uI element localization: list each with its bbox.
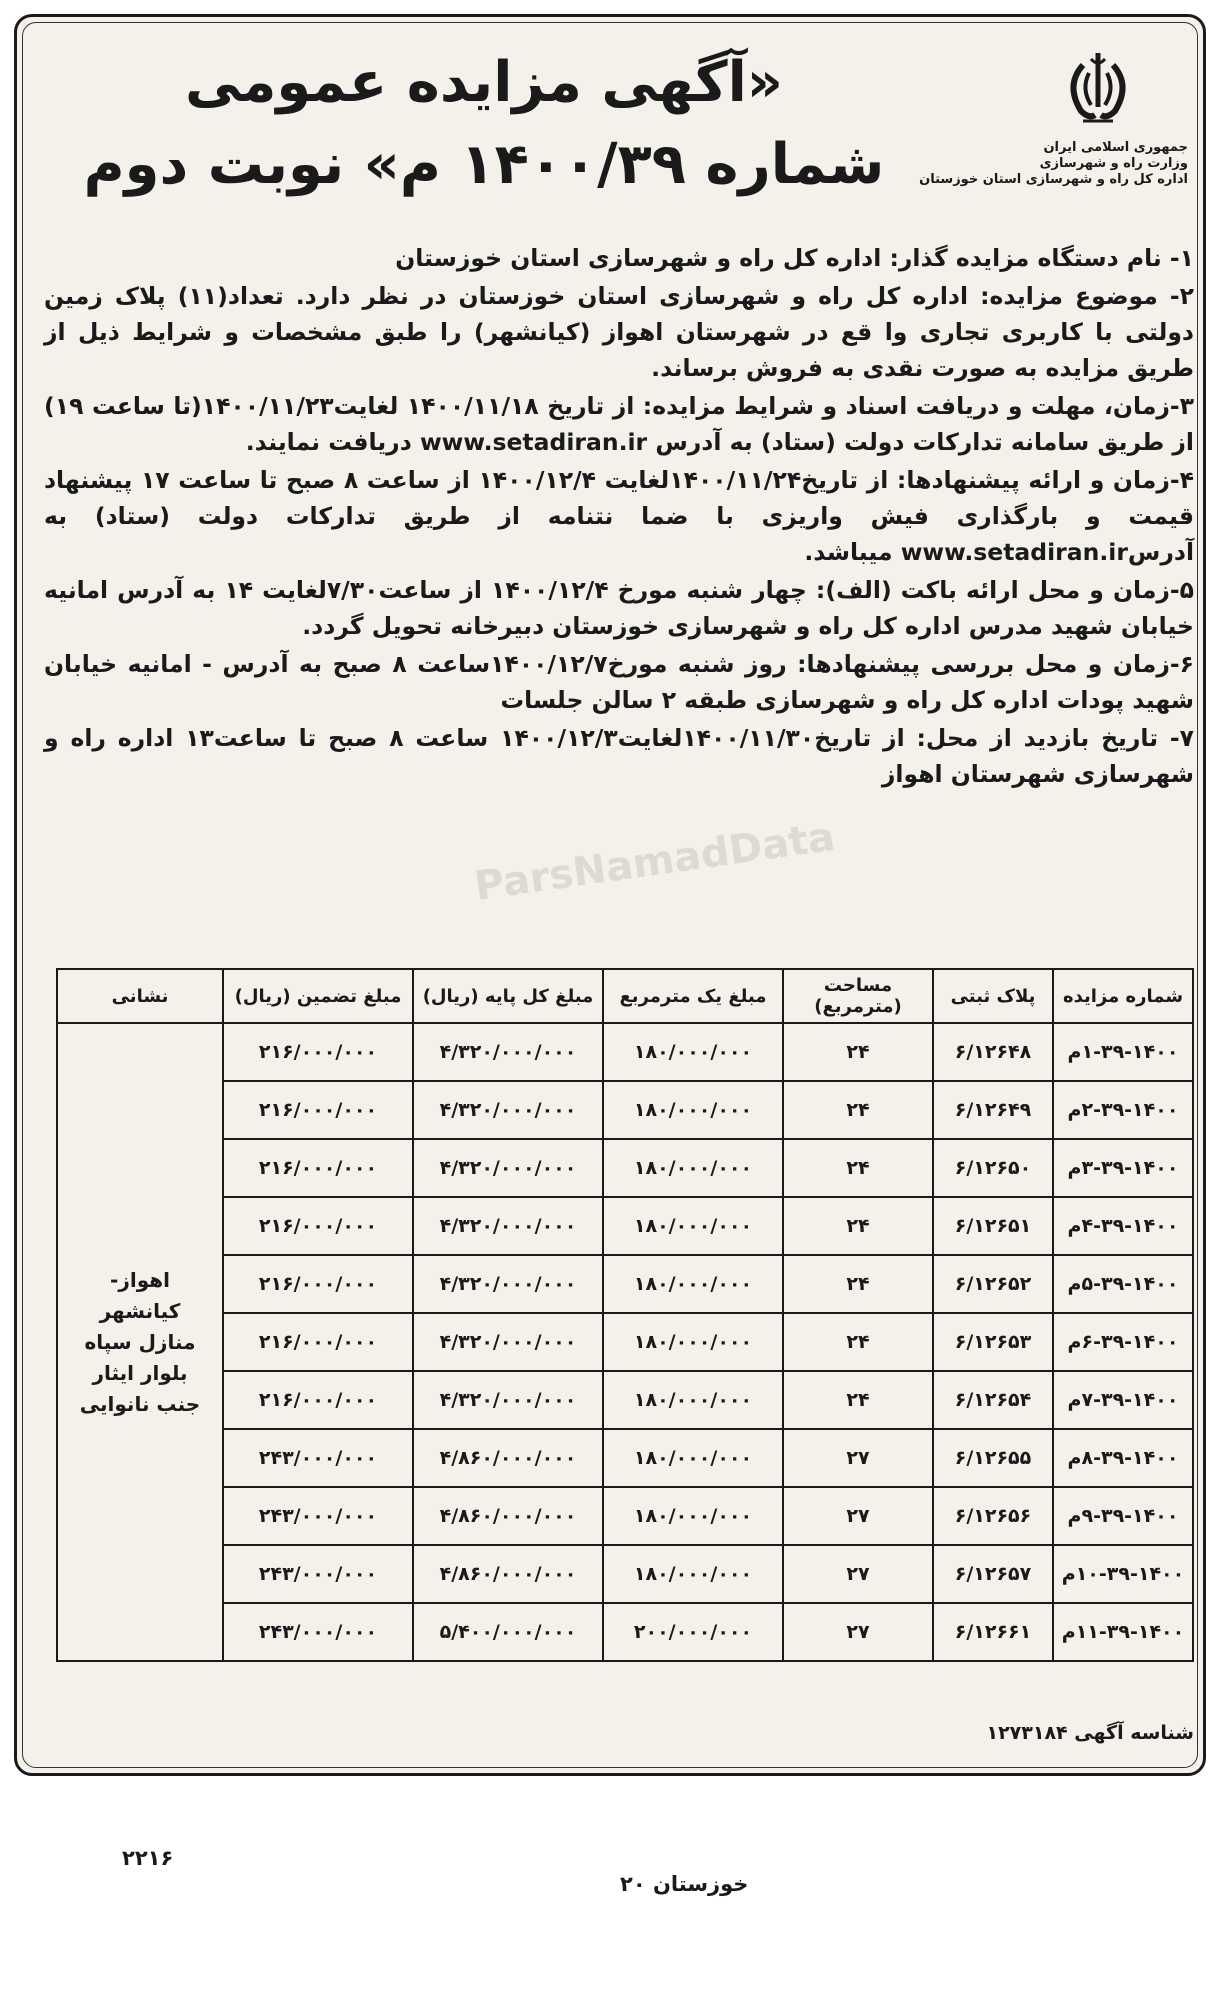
table-header-row xyxy=(57,969,1193,1023)
cell-plot: ۶/۱۲۶۴۸ xyxy=(933,1023,1053,1081)
cell-auction-number: ۹-۳۹-۱۴۰۰م xyxy=(1053,1487,1193,1545)
cell-plot: ۶/۱۲۶۴۹ xyxy=(933,1081,1053,1139)
cell-base-price: ۴/۸۶۰/۰۰۰/۰۰۰ xyxy=(413,1545,603,1603)
org-line-ministry: وزارت راه و شهرسازی xyxy=(1039,156,1188,171)
cell-guarantee: ۲۱۶/۰۰۰/۰۰۰ xyxy=(223,1139,413,1197)
notice-header xyxy=(40,40,1188,230)
cell-area: ۲۴ xyxy=(783,1197,933,1255)
address-line: کیانشهر xyxy=(99,1298,181,1323)
cell-guarantee: ۲۱۶/۰۰۰/۰۰۰ xyxy=(223,1313,413,1371)
table-row xyxy=(57,1371,1193,1429)
paragraph-3: ۳-زمان، مهلت و دریافت اسناد و شرایط مزایده: از تاریخ ۱۴۰۰/۱۱/۱۸ لغایت۱۴۰۰/۱۱/۲۳(تا ساعت ۱۹) از طریق سامانه تدارکات دولت (ستاد) به آدرس www.setadiran.ir دریافت نمایند. xyxy=(44,392,1194,456)
cell-auction-number: ۲-۳۹-۱۴۰۰م xyxy=(1053,1081,1193,1139)
cell-guarantee: ۲۴۳/۰۰۰/۰۰۰ xyxy=(223,1545,413,1603)
cell-area: ۲۴ xyxy=(783,1371,933,1429)
cell-base-price: ۴/۸۶۰/۰۰۰/۰۰۰ xyxy=(413,1487,603,1545)
iran-emblem-icon xyxy=(1038,40,1158,140)
cell-guarantee: ۲۱۶/۰۰۰/۰۰۰ xyxy=(223,1081,413,1139)
cell-area: ۲۷ xyxy=(783,1487,933,1545)
page-number: ۲۲۱۶ xyxy=(122,1846,174,1870)
paragraph-1: ۱- نام دستگاه مزایده گذار: اداره کل راه و شهرسازی استان خوزستان xyxy=(395,244,1194,272)
paragraph-2: ۲- موضوع مزایده: اداره کل راه و شهرسازی استان خوزستان در نظر دارد. تعداد(۱۱) پلاک زمین دولتی با کاربری تجاری وا قع در شهرستان اهواز (کیانشهر) را طبق مشخصات و شرایط ذیل از طریق مزایده به صورت نقدی به فروش برساند. xyxy=(44,282,1195,382)
cell-guarantee: ۲۱۶/۰۰۰/۰۰۰ xyxy=(223,1371,413,1429)
column-header-plot: پلاک ثبتی xyxy=(933,969,1053,1023)
paragraph-5: ۵-زمان و محل ارائه باکت (الف): چهار شنبه مورخ ۱۴۰۰/۱۲/۴ از ساعت۷/۳۰لغایت ۱۴ به آدرس امانیه خیابان شهید مدرس اداره کل راه و شهرسازی خوزستان دبیرخانه تحویل گردد. xyxy=(44,576,1195,640)
column-header-guarantee: مبلغ تضمین (ریال) xyxy=(223,969,413,1023)
paragraph-6: ۶-زمان و محل بررسی پیشنهادها: روز شنبه مورخ۱۴۰۰/۱۲/۷ساعت ۸ صبح به آدرس - امانیه خیابان شهید پودات اداره کل راه و شهرسازی طبقه ۲ سالن جلسات xyxy=(44,650,1194,714)
cell-auction-number: ۵-۳۹-۱۴۰۰م xyxy=(1053,1255,1193,1313)
cell-auction-number: ۳-۳۹-۱۴۰۰م xyxy=(1053,1139,1193,1197)
cell-auction-number: ۸-۳۹-۱۴۰۰م xyxy=(1053,1429,1193,1487)
cell-base-price: ۴/۳۲۰/۰۰۰/۰۰۰ xyxy=(413,1081,603,1139)
cell-base-price: ۴/۸۶۰/۰۰۰/۰۰۰ xyxy=(413,1429,603,1487)
cell-auction-number: ۶-۳۹-۱۴۰۰م xyxy=(1053,1313,1193,1371)
organization-lines xyxy=(919,140,1188,188)
cell-area: ۲۷ xyxy=(783,1545,933,1603)
cell-guarantee: ۲۱۶/۰۰۰/۰۰۰ xyxy=(223,1197,413,1255)
cell-unit-price: ۱۸۰/۰۰۰/۰۰۰ xyxy=(603,1371,783,1429)
cell-plot: ۶/۱۲۶۵۰ xyxy=(933,1139,1053,1197)
cell-guarantee: ۲۱۶/۰۰۰/۰۰۰ xyxy=(223,1255,413,1313)
cell-unit-price: ۱۸۰/۰۰۰/۰۰۰ xyxy=(603,1313,783,1371)
table-row xyxy=(57,1139,1193,1197)
address-line: اهواز- xyxy=(110,1267,170,1292)
cell-plot: ۶/۱۲۶۶۱ xyxy=(933,1603,1053,1661)
cell-auction-number: ۱۱-۳۹-۱۴۰۰م xyxy=(1053,1603,1193,1661)
cell-address xyxy=(57,1023,223,1661)
auction-table xyxy=(56,968,1194,1662)
cell-base-price: ۵/۴۰۰/۰۰۰/۰۰۰ xyxy=(413,1603,603,1661)
cell-plot: ۶/۱۲۶۵۱ xyxy=(933,1197,1053,1255)
watermark-text: ParsNamadData xyxy=(471,813,838,910)
cell-auction-number: ۷-۳۹-۱۴۰۰م xyxy=(1053,1371,1193,1429)
column-header-auction-number: شماره مزایده xyxy=(1053,969,1193,1023)
cell-guarantee: ۲۱۶/۰۰۰/۰۰۰ xyxy=(223,1023,413,1081)
column-header-unit-price: مبلغ یک مترمربع xyxy=(603,969,783,1023)
cell-unit-price: ۱۸۰/۰۰۰/۰۰۰ xyxy=(603,1197,783,1255)
cell-guarantee: ۲۴۳/۰۰۰/۰۰۰ xyxy=(223,1603,413,1661)
cell-base-price: ۴/۳۲۰/۰۰۰/۰۰۰ xyxy=(413,1255,603,1313)
cell-unit-price: ۱۸۰/۰۰۰/۰۰۰ xyxy=(603,1255,783,1313)
table-row xyxy=(57,1603,1193,1661)
cell-auction-number: ۴-۳۹-۱۴۰۰م xyxy=(1053,1197,1193,1255)
org-line-office: اداره کل راه و شهرسازی استان خوزستان xyxy=(919,172,1188,187)
table-row xyxy=(57,1081,1193,1139)
cell-unit-price: ۱۸۰/۰۰۰/۰۰۰ xyxy=(603,1429,783,1487)
cell-area: ۲۴ xyxy=(783,1139,933,1197)
notice-subtitle: شماره ۱۴۰۰/۳۹ م» نوبت دوم xyxy=(83,132,885,197)
column-header-address: نشانی xyxy=(57,969,223,1023)
address-line: بلوار ایثار xyxy=(92,1360,188,1385)
table-row xyxy=(57,1255,1193,1313)
table-row xyxy=(57,1429,1193,1487)
cell-base-price: ۴/۳۲۰/۰۰۰/۰۰۰ xyxy=(413,1023,603,1081)
paragraph-7: ۷- تاریخ بازدید از محل: از تاریخ۱۴۰۰/۱۱/۳۰لغایت۱۴۰۰/۱۲/۳ ساعت ۸ صبح تا ساعت۱۳ اداره راه و شهرسازی شهرستان اهواز xyxy=(44,724,1194,788)
footer-section: خوزستان ۲۰ xyxy=(620,1872,749,1896)
notice-id: شناسه آگهی ۱۲۷۳۱۸۴ xyxy=(986,1722,1194,1744)
cell-plot: ۶/۱۲۶۵۷ xyxy=(933,1545,1053,1603)
cell-area: ۲۴ xyxy=(783,1255,933,1313)
column-header-area: مساحت (مترمربع) xyxy=(783,969,933,1023)
cell-plot: ۶/۱۲۶۵۳ xyxy=(933,1313,1053,1371)
cell-plot: ۶/۱۲۶۵۵ xyxy=(933,1429,1053,1487)
cell-base-price: ۴/۳۲۰/۰۰۰/۰۰۰ xyxy=(413,1139,603,1197)
cell-area: ۲۴ xyxy=(783,1023,933,1081)
cell-area: ۲۴ xyxy=(783,1081,933,1139)
org-line-country: جمهوری اسلامی ایران xyxy=(1043,140,1188,155)
cell-guarantee: ۲۴۳/۰۰۰/۰۰۰ xyxy=(223,1429,413,1487)
cell-area: ۲۷ xyxy=(783,1429,933,1487)
cell-plot: ۶/۱۲۶۵۲ xyxy=(933,1255,1053,1313)
table-row xyxy=(57,1197,1193,1255)
address-line: جنب نانوایی xyxy=(79,1391,201,1416)
table-row xyxy=(57,1313,1193,1371)
cell-area: ۲۷ xyxy=(783,1603,933,1661)
cell-auction-number: ۱-۳۹-۱۴۰۰م xyxy=(1053,1023,1193,1081)
cell-plot: ۶/۱۲۶۵۶ xyxy=(933,1487,1053,1545)
cell-guarantee: ۲۴۳/۰۰۰/۰۰۰ xyxy=(223,1487,413,1545)
notice-body xyxy=(44,240,1194,794)
notice-title: «آگهی مزایده عمومی xyxy=(185,50,783,115)
cell-unit-price: ۲۰۰/۰۰۰/۰۰۰ xyxy=(603,1603,783,1661)
table-row xyxy=(57,1023,1193,1081)
cell-base-price: ۴/۳۲۰/۰۰۰/۰۰۰ xyxy=(413,1197,603,1255)
table-row xyxy=(57,1545,1193,1603)
column-header-base-price: مبلغ کل پایه (ریال) xyxy=(413,969,603,1023)
cell-unit-price: ۱۸۰/۰۰۰/۰۰۰ xyxy=(603,1545,783,1603)
cell-base-price: ۴/۳۲۰/۰۰۰/۰۰۰ xyxy=(413,1371,603,1429)
table-row xyxy=(57,1487,1193,1545)
address-line: منازل سپاه xyxy=(84,1329,196,1354)
cell-unit-price: ۱۸۰/۰۰۰/۰۰۰ xyxy=(603,1023,783,1081)
paragraph-4: ۴-زمان و ارائه پیشنهادها: از تاریخ۱۴۰۰/۱۱/۲۴لغایت ۱۴۰۰/۱۲/۴ از ساعت ۸ صبح تا ساعت ۱۷ پیشنهاد قیمت و بارگذاری فیش واریزی با ضما نتنامه از طریق تدارکات دولت (ستاد) به آدرسwww.setadiran.ir میباشد. xyxy=(44,466,1194,566)
cell-area: ۲۴ xyxy=(783,1313,933,1371)
cell-plot: ۶/۱۲۶۵۴ xyxy=(933,1371,1053,1429)
cell-unit-price: ۱۸۰/۰۰۰/۰۰۰ xyxy=(603,1081,783,1139)
cell-unit-price: ۱۸۰/۰۰۰/۰۰۰ xyxy=(603,1487,783,1545)
cell-unit-price: ۱۸۰/۰۰۰/۰۰۰ xyxy=(603,1139,783,1197)
cell-auction-number: ۱۰-۳۹-۱۴۰۰م xyxy=(1053,1545,1193,1603)
cell-base-price: ۴/۳۲۰/۰۰۰/۰۰۰ xyxy=(413,1313,603,1371)
